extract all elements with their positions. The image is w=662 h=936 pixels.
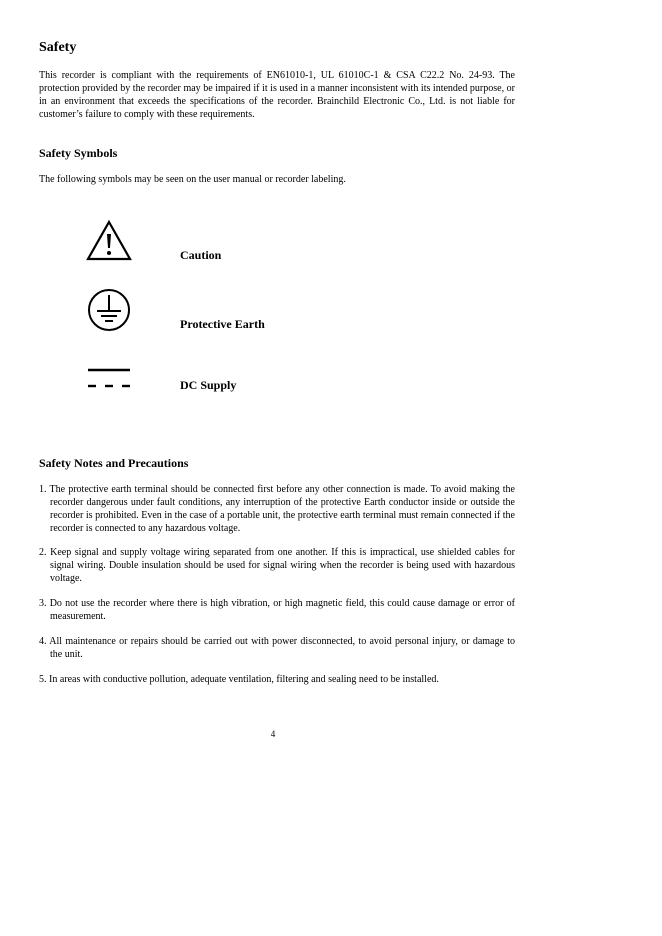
safety-symbols-intro: The following symbols may be seen on the user manual or recorder labeling.: [39, 174, 346, 185]
safety-paragraph: This recorder is compliant with the requirements of EN61010-1, UL 61010C-1 & CSA C22.2 No. 24-93. The protection provided by the recorder may be impaired if it is used in a manner inconsistent with its intended purpose, or in an environment that exceeds the specifications of the recorder. Brainchild Electronic Co., Ltd. is not liable for customer’s failure to comply with these requirements.: [39, 70, 515, 120]
safety-symbols-heading: Safety Symbols: [39, 146, 118, 160]
page-number: 4: [270, 729, 276, 739]
safety-note-2: 2. Keep signal and supply voltage wiring separated from one another. If this is impractical, use shielded cables for signal wiring. Double insulation should be used for signal wiring when the recorder is being used with hazardous voltage.: [39, 547, 515, 584]
protective-earth-label: Protective Earth: [180, 317, 265, 331]
protective-earth-icon: [86, 287, 132, 333]
dc-supply-icon: [86, 362, 132, 408]
safety-note-3: 3. Do not use the recorder where there is high vibration, or high magnetic field, this could cause damage or error of measurement.: [39, 598, 515, 622]
caution-label: Caution: [180, 248, 222, 262]
safety-note-5: 5. In areas with conductive pollution, adequate ventilation, filtering and sealing need to be installed.: [39, 674, 439, 685]
safety-note-1: 1. The protective earth terminal should be connected first before any other connection is made. To avoid making the recorder dangerous under fault conditions, any interruption of the protective Earth conductor inside or outside the recorder is prohibited. Even in the case of a portable unit, the protective earth terminal must remain connected if the recorder is connected to any hazardous voltage.: [39, 484, 515, 534]
dc-supply-label: DC Supply: [180, 378, 237, 392]
safety-heading: Safety: [39, 40, 77, 55]
safety-note-4: 4. All maintenance or repairs should be carried out with power disconnected, to avoid personal injury, or damage to the unit.: [39, 636, 515, 660]
safety-notes-heading: Safety Notes and Precautions: [39, 456, 189, 470]
caution-triangle-icon: [86, 219, 132, 265]
